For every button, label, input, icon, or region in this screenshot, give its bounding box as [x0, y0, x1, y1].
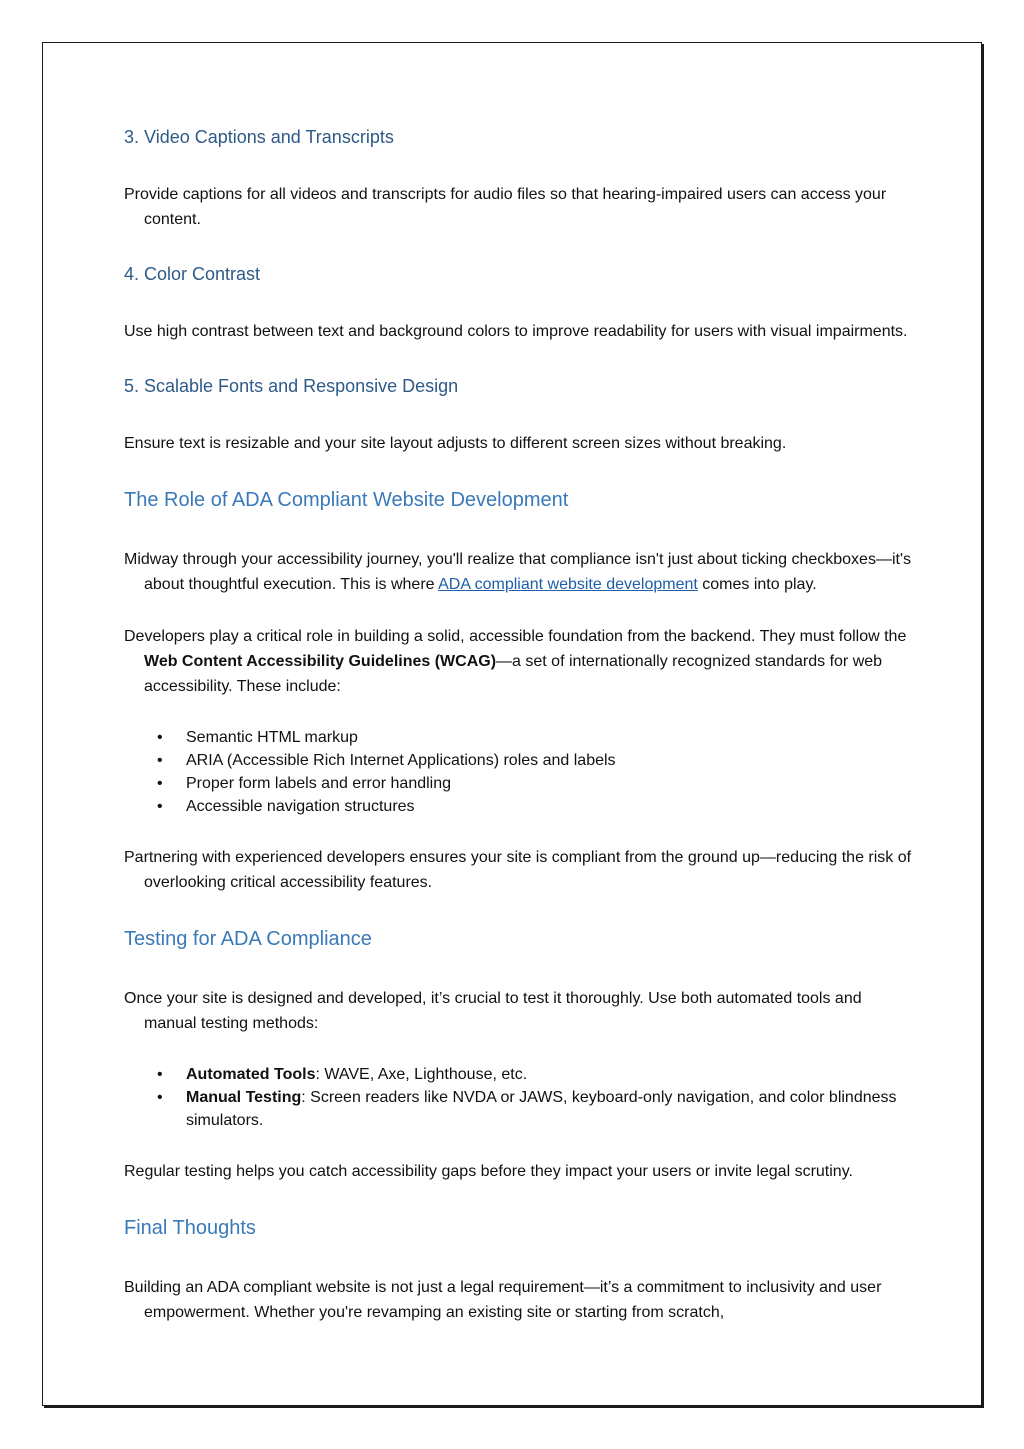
- heading-scalable-fonts: 5. Scalable Fonts and Responsive Design: [124, 376, 459, 396]
- document-body: [124, 122, 914, 1352]
- list-item-term: Automated Tools: [186, 1066, 316, 1083]
- paragraph-partnering: Partnering with experienced developers ensures your site is compliant from the ground up—reducing the risk of overlooking critical accessibility features.: [124, 849, 912, 891]
- paragraph-color-contrast: Use high contrast between text and background colors to improve readability for users with visual impairments.: [124, 323, 908, 340]
- heading-final-thoughts: Final Thoughts: [124, 1217, 256, 1239]
- list-item-text: : WAVE, Axe, Lighthouse, etc.: [315, 1066, 528, 1083]
- paragraph-testing-intro: Once your site is designed and developed, it’s crucial to test it thoroughly. Use both automated tools and manual testing methods:: [124, 990, 862, 1032]
- role-intro-text-after: comes into play.: [697, 576, 817, 593]
- heading-role-of-ada: The Role of ADA Compliant Website Development: [124, 489, 569, 511]
- list-item-term: Manual Testing: [186, 1089, 302, 1106]
- heading-testing: Testing for ADA Compliance: [124, 928, 372, 950]
- list-item: • Semantic HTML markup: [186, 726, 914, 749]
- list-item: • Proper form labels and error handling: [186, 772, 914, 795]
- list-item: [186, 1086, 914, 1132]
- heading-color-contrast: 4. Color Contrast: [124, 264, 261, 284]
- developers-text-after: —a set of internationally recognized standards for web accessibility. These include:: [144, 653, 883, 695]
- wcag-list: [124, 726, 914, 818]
- paragraph-video-captions: Provide captions for all videos and transcripts for audio files so that hearing-impaired users can access your content.: [124, 186, 887, 228]
- ada-development-link[interactable]: ADA compliant website development: [438, 576, 698, 593]
- paragraph-role-intro: [124, 547, 914, 597]
- paragraph-developers-role: [124, 624, 914, 699]
- role-intro-text-before: Midway through your accessibility journey, you'll realize that compliance isn't just about ticking checkboxes—it's about thoughtful execution. This is where: [124, 551, 912, 593]
- developers-text-before: Developers play a critical role in building a solid, accessible foundation from the backend. They must follow the: [124, 628, 907, 645]
- list-item: • ARIA (Accessible Rich Internet Applications) roles and labels: [186, 749, 914, 772]
- paragraph-regular-testing: Regular testing helps you catch accessibility gaps before they impact your users or invite legal scrutiny.: [124, 1163, 853, 1180]
- list-item: [186, 1063, 914, 1086]
- paragraph-scalable-fonts: Ensure text is resizable and your site layout adjusts to different screen sizes without breaking.: [124, 435, 787, 452]
- paragraph-final-thoughts: Building an ADA compliant website is not just a legal requirement—it’s a commitment to inclusivity and user empowerment. Whether you're revamping an existing site or starting from scratch,: [124, 1279, 882, 1321]
- wcag-term: Web Content Accessibility Guidelines (WCAG): [144, 653, 497, 670]
- heading-video-captions: 3. Video Captions and Transcripts: [124, 127, 394, 147]
- testing-list: [124, 1063, 914, 1132]
- list-item: • Accessible navigation structures: [186, 795, 914, 818]
- list-item-text: : Screen readers like NVDA or JAWS, keyboard-only navigation, and color blindness simulators.: [186, 1089, 897, 1129]
